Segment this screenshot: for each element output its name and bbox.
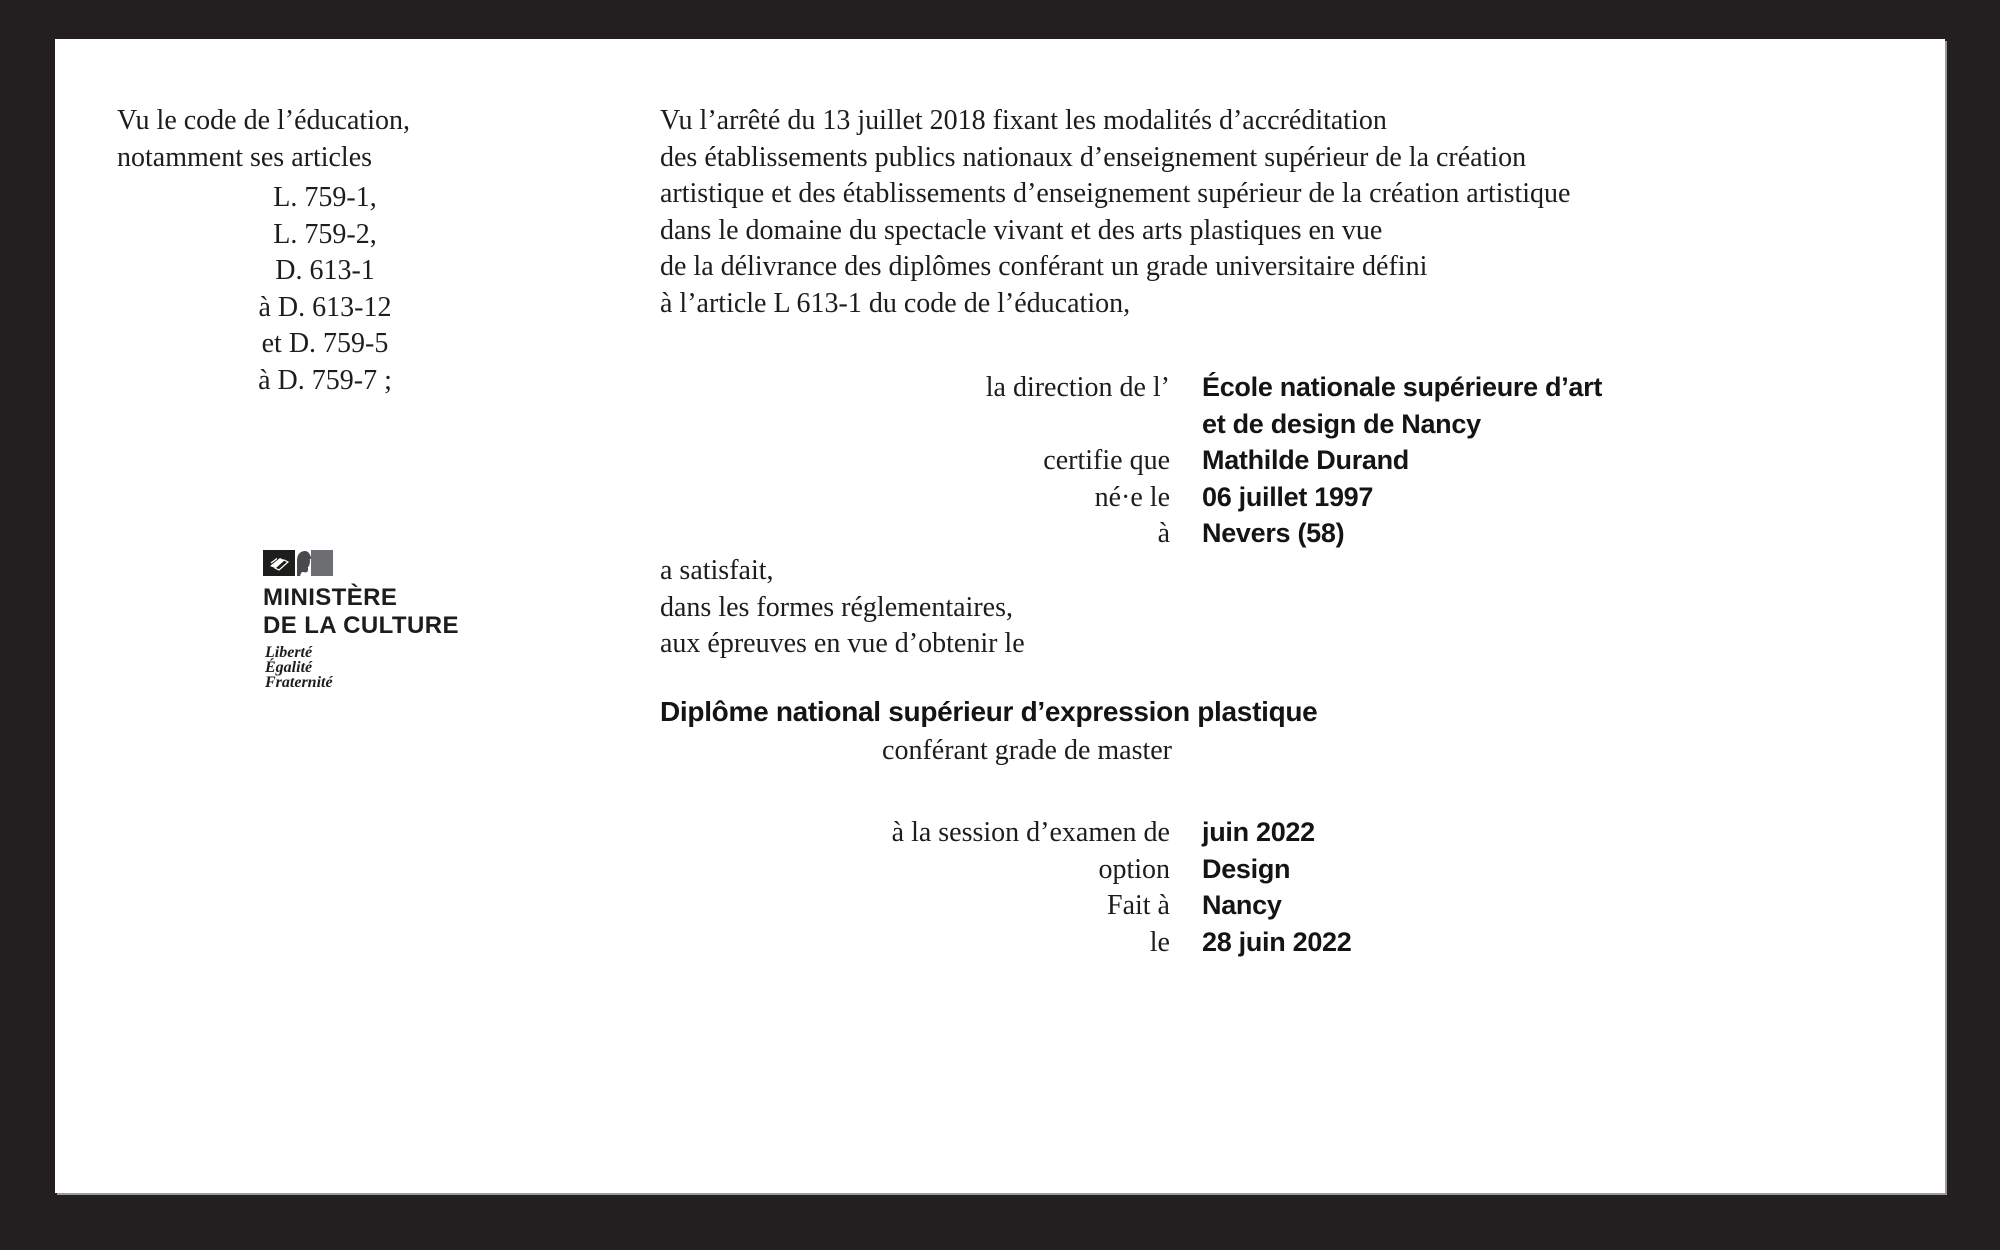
legal-article: et D. 759-5 [261,328,389,359]
session-label: option [1098,853,1170,885]
certification-block [660,369,1602,552]
session-block [660,814,1352,960]
legal-article: à D. 613-12 [258,291,392,323]
french-republic-block-mark-icon [263,550,333,576]
certification-row [660,479,1602,516]
certification-label: certifie que [1043,445,1170,476]
session-row [660,887,1352,924]
arrete-line: artistique et des établissements d’enseignement supérieur de la création artistique [660,178,1571,209]
legal-articles-list [175,180,475,399]
ministry-name-line1: MINISTÈRE [263,584,398,611]
session-label: à la session d’examen de [891,817,1170,848]
legal-code-line: Vu le code de l’éducation, [117,105,410,136]
arrete-line: des établissements publics nationaux d’enseignement supérieur de la création [660,141,1527,173]
satisfait-line: a satisfait, [660,555,774,586]
ministry-name-line2: DE LA CULTURE [263,612,459,639]
legal-article: L. 759-1, [273,182,377,213]
option-value: Design [1202,853,1291,884]
motto-liberte: Liberté [265,644,313,661]
diploma-title: Diplôme national supérieur d’expression plastique [660,696,1318,727]
certification-row [660,369,1602,406]
issue-date: 28 juin 2022 [1202,926,1352,957]
arrete-line: Vu l’arrêté du 13 juillet 2018 fixant les modalités d’accréditation [660,105,1387,136]
session-row [660,924,1352,961]
certification-label: né·e le [1094,481,1170,513]
arrete-paragraph [660,103,1570,322]
birth-place: Nevers (58) [1202,518,1345,548]
issue-place: Nancy [1202,890,1282,920]
legal-article: L. 759-2, [273,218,377,250]
satisfait-line: dans les formes réglementaires, [660,591,1013,623]
diploma-subtitle: conférant grade de master [882,735,1172,766]
ministry-name [263,584,459,640]
motto-fraternite: Fraternité [265,674,333,691]
republic-motto [265,645,333,690]
birth-date: 06 juillet 1997 [1202,481,1374,512]
legal-article: à D. 759-7 ; [258,364,392,396]
school-name-line2: et de design de Nancy [1202,408,1481,439]
session-row [660,814,1352,851]
certification-row [660,442,1602,479]
session-label: le [1149,926,1170,958]
school-name-line1: École nationale supérieure d’art [1202,372,1603,402]
satisfait-line: aux épreuves en vue d’obtenir le [660,628,1025,659]
legal-article: D. 613-1 [275,255,375,286]
legal-code-line: notamment ses articles [117,141,373,173]
arrete-line: dans le domaine du spectacle vivant et des arts plastiques en vue [660,214,1383,246]
certification-row [660,515,1602,552]
motto-egalite: Égalité [265,659,313,676]
arrete-line: de la délivrance des diplômes conférant un grade universitaire défini [660,251,1428,282]
session-label: Fait à [1107,890,1170,921]
graduate-name: Mathilde Durand [1202,445,1410,475]
session-date: juin 2022 [1202,817,1315,847]
satisfait-paragraph [660,553,1025,663]
certification-label: à [1157,518,1170,549]
certification-label: la direction de l’ [985,372,1170,403]
certification-row [660,406,1602,443]
diploma-sheet [55,39,1945,1193]
ministry-logo [263,550,333,576]
session-row [660,851,1352,888]
arrete-line: à l’article L 613-1 du code de l’éducation, [660,287,1131,319]
legal-code-intro [117,103,410,176]
